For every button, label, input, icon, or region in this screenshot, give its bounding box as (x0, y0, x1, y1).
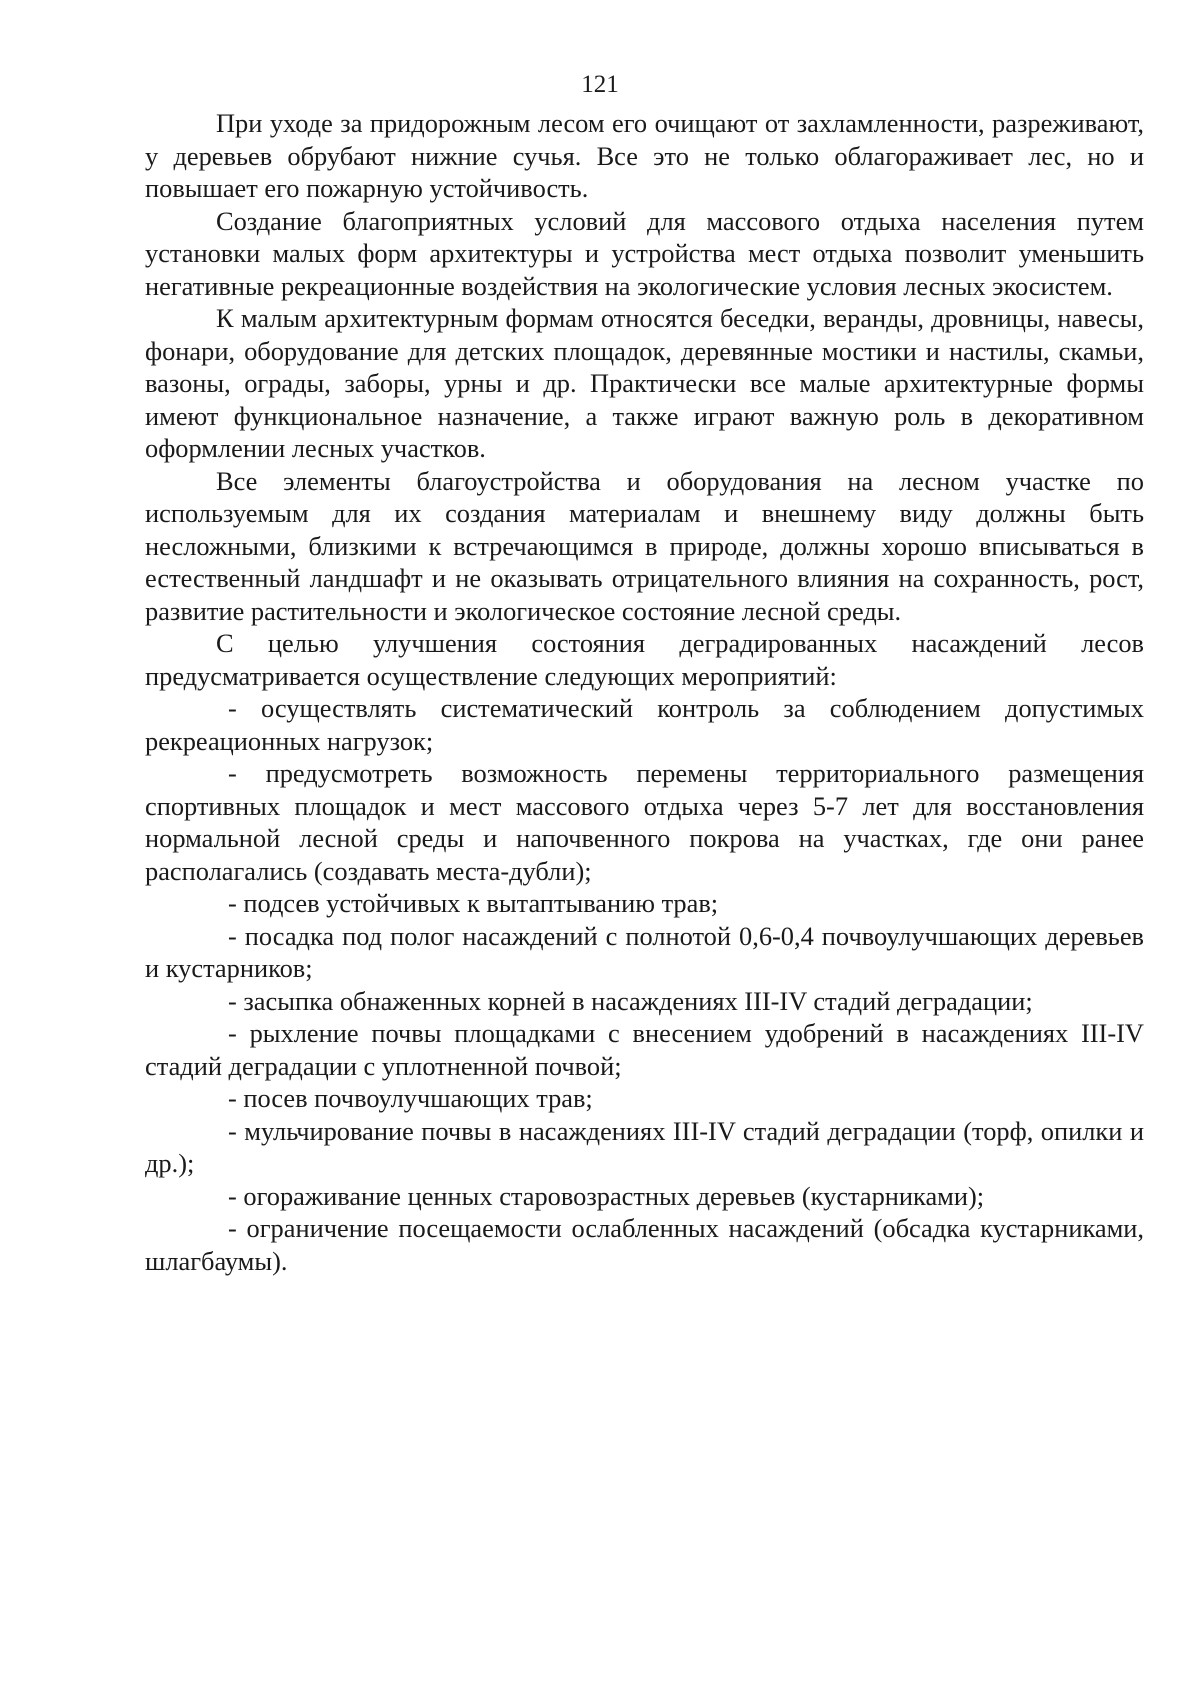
paragraph-recreation-conditions: Создание благоприятных условий для массового отдыха населения путем установки малых форм архитектуры и устройства мест отдыха позволит уменьшить негативные рекреационные воздействия на экологические условия лесных экосистем. (145, 205, 1144, 301)
measure-item: - посев почвоулучшающих трав; (228, 1083, 593, 1113)
paragraph-degraded-stands-intro: С целью улучшения состояния деградированных насаждений лесов предусматривается осуществление следующих мероприятий: (145, 628, 1144, 691)
paragraph-landscaping-elements: Все элементы благоустройства и оборудования на лесном участке по используемым для их создания материалам и внешнему виду должны быть несложными, близкими к встречающимся в природе, должны хорошо вписываться в естественный ландшафт и не оказывать отрицательного влияния на сохранность, рост, развитие растительности и экологическое состояние лесной среды. (145, 465, 1144, 626)
measure-item: - посадка под полог насаждений с полнотой 0,6-0,4 почвоулучшающих деревьев и кустарников; (145, 920, 1144, 983)
paragraph-roadside-forest-care: При уходе за придорожным лесом его очищают от захламленности, разреживают, у деревьев обрубают нижние сучья. Все это не только облагораживает лес, но и повышает его пожарную устойчивость. (145, 108, 1144, 203)
page-body (145, 107, 1144, 1277)
measure-item: - мульчирование почвы в насаждениях III-IV стадий деградации (торф, опилки и др.); (145, 1115, 1144, 1178)
measure-item: - подсев устойчивых к вытаптыванию трав; (228, 888, 719, 918)
measure-item: - ограничение посещаемости ослабленных насаждений (обсадка кустарниками, шлагбаумы). (145, 1213, 1144, 1276)
paragraph-small-architectural-forms: К малым архитектурным формам относятся беседки, веранды, дровницы, навесы, фонари, оборудование для детских площадок, деревянные мостики и настилы, скамьи, вазоны, ограды, заборы, урны и др. Практически все малые архитектурные формы имеют функциональное назначение, а также играют важную роль в декоративном оформлении лесных участков. (145, 303, 1144, 463)
measure-item: - предусмотреть возможность перемены территориального размещения спортивных площадок и мест массового отдыха через 5-7 лет для восстановления нормальной лесной среды и напочвенного покрова на участках, где они ранее располагались (создавать места-дубли); (145, 758, 1144, 886)
page-number: 121 (581, 71, 619, 98)
measure-item: - засыпка обнаженных корней в насаждениях III-IV стадий деградации; (228, 985, 1033, 1016)
measure-item: - огораживание ценных старовозрастных деревьев (кустарниками); (228, 1180, 985, 1211)
measure-item: - осуществлять систематический контроль за соблюдением допустимых рекреационных нагрузок; (145, 693, 1144, 756)
measure-item: - рыхление почвы площадками с внесением удобрений в насаждениях III-IV стадий деградации с уплотненной почвой; (145, 1018, 1144, 1081)
